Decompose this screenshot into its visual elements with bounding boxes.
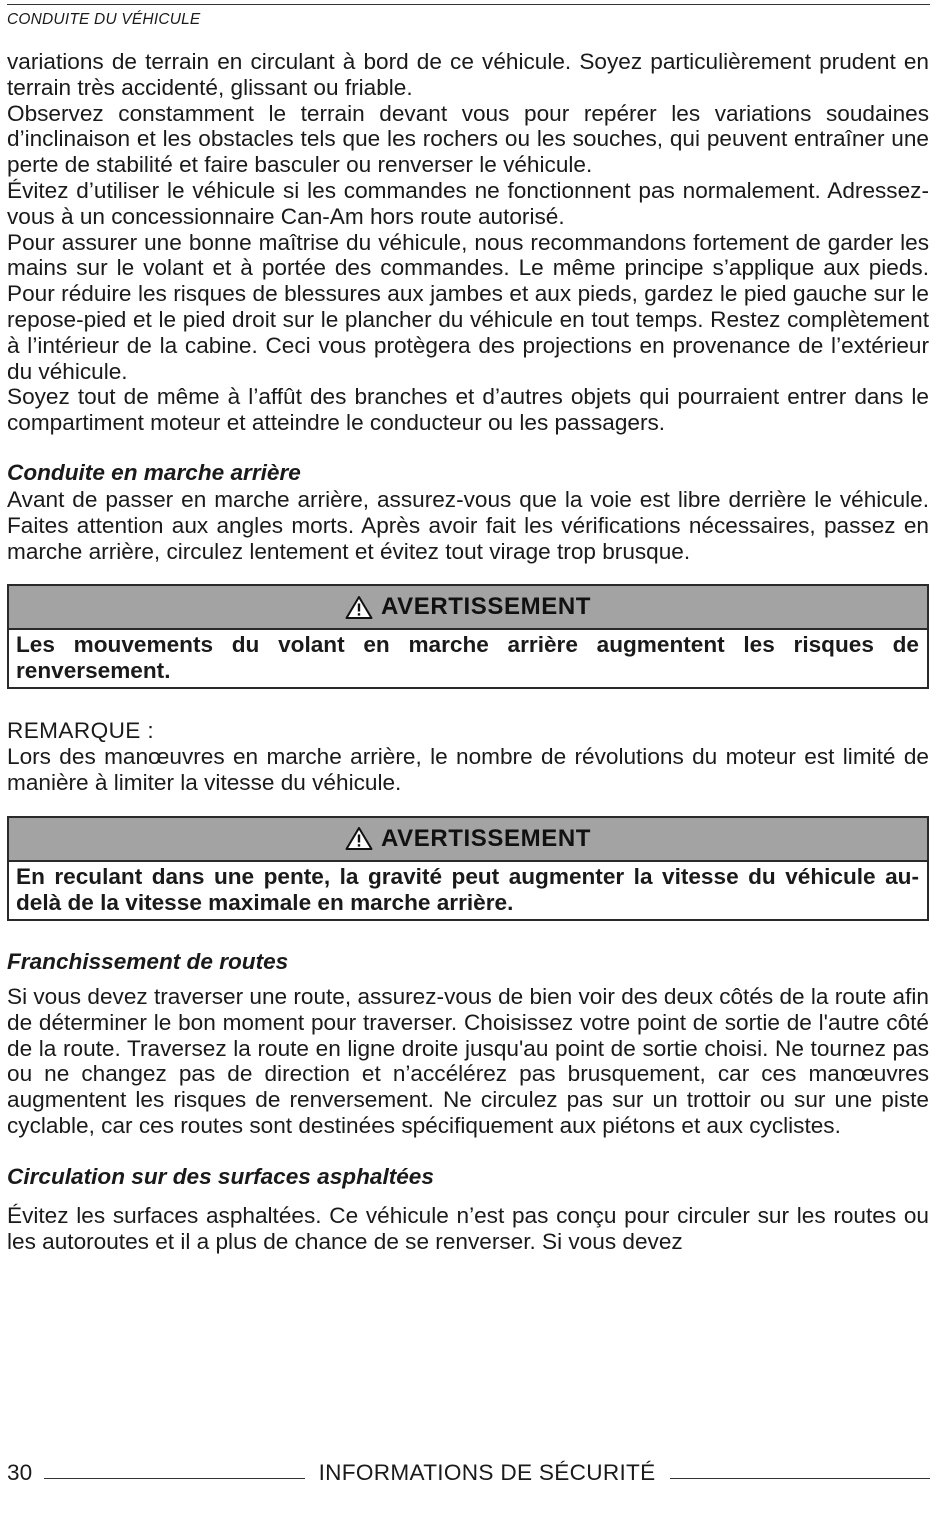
paragraph-reverse-driving: Avant de passer en marche arrière, assurez-vous que la voie est libre derrière le véhicule. Faites attention aux angles morts. Après avoir fait les vérifications nécessaires, passez en marche arrière, circulez lentement et évitez tout virage trop brusque.	[7, 486, 929, 564]
warning-triangle-icon	[345, 595, 373, 620]
footer-rule-right	[670, 1478, 930, 1479]
warning-header	[9, 818, 927, 862]
page-footer	[7, 1460, 930, 1486]
running-title: CONDUITE DU VÉHICULE	[7, 11, 201, 28]
page-number: 30	[7, 1460, 33, 1485]
heading-reverse-driving: Conduite en marche arrière	[7, 459, 301, 485]
remark-title: REMARQUE :	[7, 718, 155, 744]
warning-header	[9, 586, 927, 630]
page-content	[7, 49, 929, 1254]
heading-road-crossing: Franchissement de routes	[7, 948, 289, 974]
paragraph-branches: Soyez tout de même à l’affût des branches et d’autres objets qui pourraient entrer dans le compartiment moteur et atteindre le conducteur ou les passagers.	[7, 384, 929, 436]
heading-asphalt-surfaces: Circulation sur des surfaces asphaltées	[7, 1163, 434, 1189]
warning-box-steering-reverse	[7, 584, 929, 689]
paragraph-road-crossing: Si vous devez traverser une route, assurez-vous de bien voir des deux côtés de la route afin de déterminer le bon moment pour traverser. Choisissez votre point de sortie de l'autre côté de la route. Traversez la route en ligne droite jusqu'au point de sortie choisi. Ne tournez pas ou ne changez pas de direction et n’accélérez pas brusquement, car ces manœuvres augmentent les risques de renversement. Ne circulez pas sur un trottoir ou sur une piste cyclable, car ces routes sont destinées spécifiquement aux piétons et aux cyclistes.	[7, 983, 929, 1138]
paragraph-terrain-variations: variations de terrain en circulant à bord de ce véhicule. Soyez particulièrement prudent en terrain très accidenté, glissant ou friable.	[7, 49, 929, 100]
paragraph-hands-feet: Pour assurer une bonne maîtrise du véhicule, nous recommandons fortement de garder les mains sur le volant et à portée des commandes. Le même principe s’applique aux pieds. Pour réduire les risques de blessures aux jambes et aux pieds, gardez le pied gauche sur le repose-pied et le pied droit sur le plancher du véhicule en tout temps. Restez complètement à l’intérieur de la cabine. Ceci vous protègera des projections en provenance de l’extérieur du véhicule.	[7, 229, 929, 384]
warning-box-reverse-slope	[7, 816, 929, 921]
paragraph-asphalt-surfaces: Évitez les surfaces asphaltées. Ce véhicule n’est pas conçu pour circuler sur les routes ou les autoroutes et il a plus de chance de se renverser. Si vous devez	[7, 1202, 929, 1254]
footer-rule-left	[44, 1478, 304, 1479]
warning-triangle-icon	[345, 826, 373, 851]
warning-text: En reculant dans une pente, la gravité peut augmenter la vitesse du véhicule au-delà de la vitesse maximale en marche arrière.	[16, 863, 919, 915]
footer-section-title: INFORMATIONS DE SÉCURITÉ	[318, 1460, 656, 1485]
warning-title: AVERTISSEMENT	[380, 593, 592, 621]
remark-text: Lors des manœuvres en marche arrière, le nombre de révolutions du moteur est limité de manière à limiter la vitesse du véhicule.	[7, 744, 929, 796]
paragraph-observe-terrain: Observez constamment le terrain devant vous pour repérer les variations soudaines d’inclinaison et les obstacles tels que les rochers ou les souches, qui peuvent entraîner une perte de stabilité et faire basculer ou renverser le véhicule.	[7, 100, 929, 178]
paragraph-controls: Évitez d’utiliser le véhicule si les commandes ne fonctionnent pas normalement. Adressez-vous à un concessionnaire Can-Am hors route autorisé.	[7, 177, 929, 229]
page-header	[7, 4, 930, 29]
warning-title: AVERTISSEMENT	[380, 824, 592, 852]
warning-text: Les mouvements du volant en marche arrière augmentent les risques de renversement.	[16, 632, 919, 684]
